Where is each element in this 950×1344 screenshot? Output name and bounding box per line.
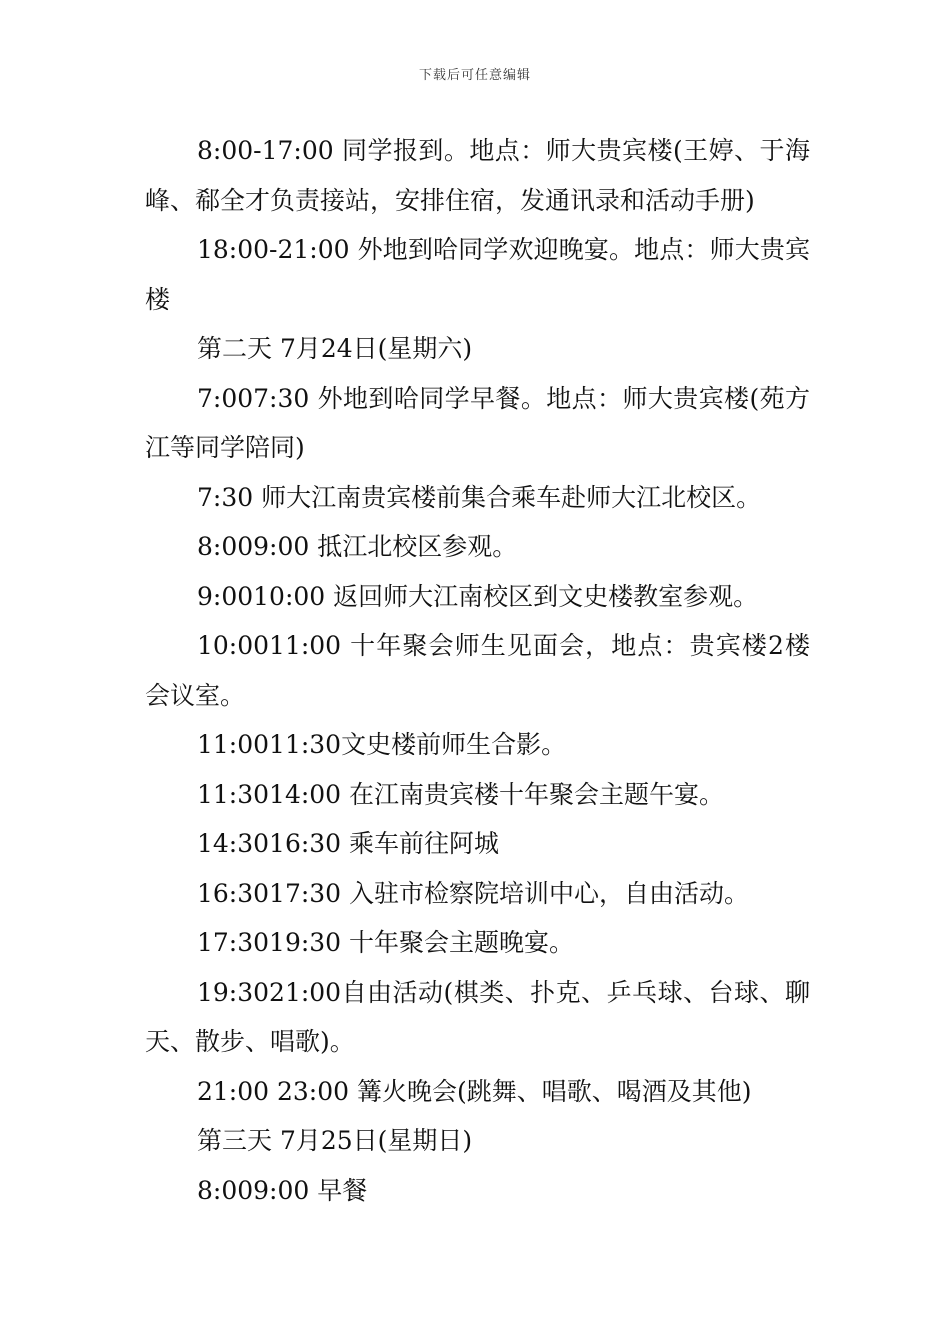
schedule-paragraph-to-acheng: 14:3016:30 乘车前往阿城: [197, 829, 500, 858]
schedule-paragraph-checkin: 8:00-17:00 同学报到。地点：师大贵宾楼(王婷、于海峰、郗全才负责接站，安排住宿，发通讯录和活动手册): [145, 136, 810, 215]
day-heading-second-day: 第二天 7月24日(星期六): [197, 334, 473, 363]
schedule-paragraph-north-campus: 8:009:00 抵江北校区参观。: [197, 532, 518, 561]
schedule-paragraph-group-photo: 11:0011:30文史楼前师生合影。: [197, 730, 567, 759]
schedule-paragraph-breakfast: 7:007:30 外地到哈同学早餐。地点：师大贵宾楼(苑方江等同学陪同): [145, 383, 810, 462]
schedule-paragraph-dinner: 17:3019:30 十年聚会主题晚宴。: [197, 928, 575, 957]
schedule-paragraph-assemble: 7:30 师大江南贵宾楼前集合乘车赴师大江北校区。: [197, 482, 762, 512]
page-header: 下载后可任意编辑: [418, 68, 531, 83]
schedule-paragraph-welcome-dinner: 18:00-21:00 外地到哈同学欢迎晚宴。地点：师大贵宾楼: [145, 235, 810, 314]
schedule-paragraph-bonfire: 21:00 23:00 篝火晚会(跳舞、唱歌、喝酒及其他): [197, 1076, 752, 1106]
document-body: [145, 126, 810, 1215]
schedule-paragraph-south-campus: 9:0010:00 返回师大江南校区到文史楼教室参观。: [197, 581, 759, 611]
day-heading-third-day: 第三天 7月25日(星期日): [197, 1126, 473, 1155]
schedule-paragraph-day3-breakfast: 8:009:00 早餐: [197, 1175, 368, 1205]
schedule-paragraph-free-activity: 19:3021:00自由活动(棋类、扑克、乒乓球、台球、聊天、散步、唱歌)。: [145, 977, 810, 1056]
schedule-paragraph-lunch: 11:3014:00 在江南贵宾楼十年聚会主题午宴。: [197, 779, 725, 809]
schedule-paragraph-check-in-center: 16:3017:30 入驻市检察院培训中心，自由活动。: [197, 878, 750, 908]
schedule-paragraph-meeting: 10:0011:00 十年聚会师生见面会，地点：贵宾楼2楼会议室。: [145, 631, 810, 710]
